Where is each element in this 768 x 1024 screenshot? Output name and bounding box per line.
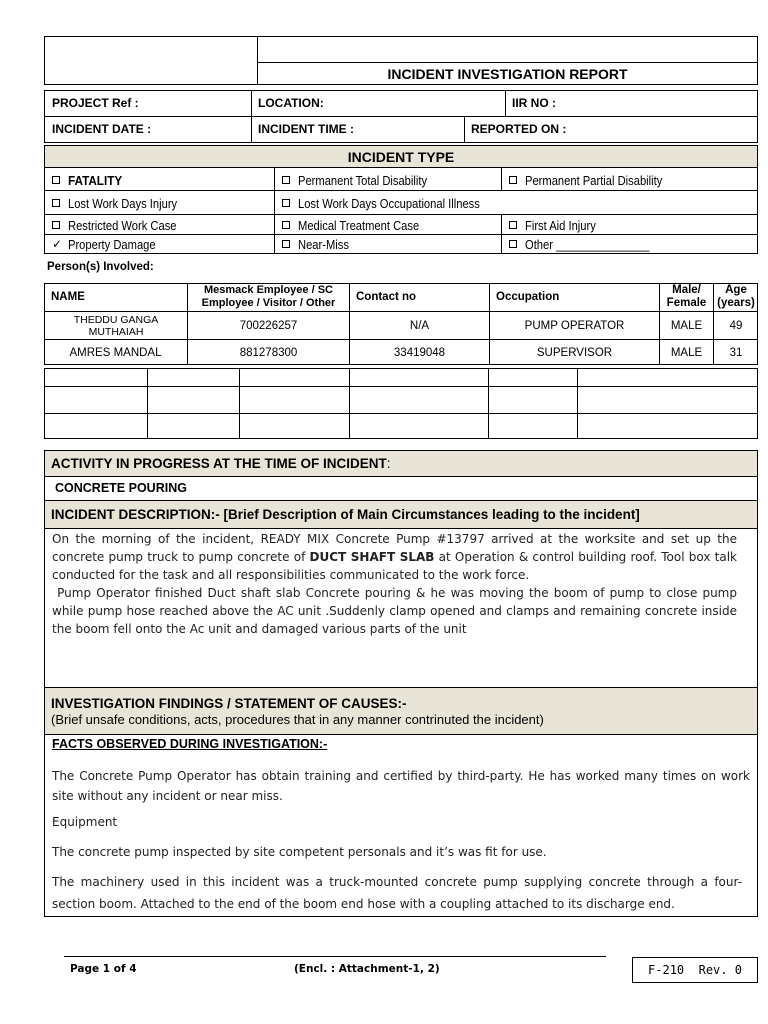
activity-header-text: ACTIVITY IN PROGRESS AT THE TIME OF INCIDENT bbox=[51, 456, 387, 471]
table-cell-gender: MALE bbox=[670, 319, 703, 332]
iir-no-label: IIR NO : bbox=[512, 96, 556, 110]
findings-p2: Equipment bbox=[52, 815, 118, 829]
findings-header-text: INVESTIGATION FINDINGS / STATEMENT OF CAUSES:- bbox=[51, 696, 407, 711]
checkbox-icon[interactable] bbox=[509, 221, 517, 229]
incident-time-label: INCIDENT TIME : bbox=[258, 122, 354, 136]
enclosure-note: (Encl. : Attachment-1, 2) bbox=[294, 963, 440, 975]
report-title: INCIDENT INVESTIGATION REPORT bbox=[387, 66, 628, 82]
page-number: 1 bbox=[102, 963, 111, 975]
table-cell-age: 49 bbox=[729, 319, 743, 332]
incident-date-label: INCIDENT DATE : bbox=[52, 122, 152, 136]
lost-work-days-injury-option[interactable] bbox=[52, 194, 195, 212]
incident-description-header-text: INCIDENT DESCRIPTION:- [Brief Description of Main Circumstances leading to the incident] bbox=[51, 507, 640, 522]
restricted-work-case-label: Restricted Work Case bbox=[68, 217, 177, 233]
table-cell-name: AMRES MANDAL bbox=[69, 346, 162, 359]
table-cell-contact: 33419048 bbox=[393, 346, 446, 359]
description-p1-bold: DUCT SHAFT SLAB bbox=[309, 550, 435, 564]
lost-work-days-illness-label: Lost Work Days Occupational Illness bbox=[298, 195, 480, 211]
findings-p4: The machinery used in this incident was a truck-mounted concrete pump supplying concrete through a four-section boom. Attached to the end of the boom end hose with a coupling attached to its discharge end. bbox=[52, 875, 742, 911]
findings-subheader: (Brief unsafe conditions, acts, procedures that in any manner contrinuted the incident) bbox=[51, 712, 544, 727]
activity-value: CONCRETE POURING bbox=[55, 481, 187, 495]
incident-description-header bbox=[45, 501, 757, 529]
checkmark-icon[interactable]: ✓ bbox=[52, 237, 63, 251]
description-p1-b: at Operation & control building roof. Tool box talk conducted for the task and all responsibilities communicated to the work force. bbox=[52, 550, 738, 582]
footer-rule bbox=[64, 956, 606, 957]
checkbox-icon[interactable] bbox=[509, 176, 517, 184]
table-cell-occupation: PUMP OPERATOR bbox=[524, 319, 625, 332]
persons-involved-label: Person(s) Involved: bbox=[47, 261, 154, 273]
activity-header bbox=[45, 451, 757, 477]
lost-work-days-illness-option[interactable] bbox=[282, 194, 509, 212]
near-miss-option[interactable] bbox=[282, 235, 357, 253]
page-prefix: Page bbox=[70, 963, 103, 975]
description-p1-a: On the morning of the incident, READY MIX Concrete Pump #13797 arrived at the worksite and set up the concrete pump truck to pump concrete of bbox=[52, 532, 737, 564]
findings-header bbox=[45, 687, 757, 735]
checkbox-icon[interactable] bbox=[282, 176, 290, 184]
property-damage-option[interactable] bbox=[52, 235, 170, 253]
table-cell-name: THEDDU GANGA MUTHAIAH bbox=[73, 313, 159, 338]
checkbox-icon[interactable] bbox=[52, 176, 60, 184]
col-header-contact: Contact no bbox=[356, 290, 417, 303]
permanent-total-disability-label: Permanent Total Disability bbox=[298, 172, 428, 188]
incident-description-text bbox=[52, 530, 741, 638]
medical-treatment-case-label: Medical Treatment Case bbox=[298, 217, 420, 233]
fatality-option[interactable] bbox=[52, 171, 128, 189]
form-code: F-210 Rev. 0 bbox=[648, 963, 742, 977]
page-indicator bbox=[70, 963, 137, 975]
near-miss-label: Near-Miss bbox=[298, 236, 349, 252]
lost-work-days-injury-label: Lost Work Days Injury bbox=[68, 195, 178, 211]
checkbox-icon[interactable] bbox=[509, 240, 517, 248]
checkbox-icon[interactable] bbox=[52, 199, 60, 207]
fatality-label: FATALITY bbox=[68, 172, 123, 188]
col-header-name: NAME bbox=[51, 290, 85, 303]
page-total: 4 bbox=[129, 963, 137, 975]
description-paragraph-2: Pump Operator finished Duct shaft slab Concrete pouring & he was moving the boom of pump to close pump while pump hose reached above the AC unit .Suddenly clamp opened and clamps and remaining concrete inside the boom fell onto the Ac unit and damaged various parts of the unit bbox=[52, 586, 741, 636]
table-cell-gender: MALE bbox=[670, 346, 703, 359]
description-paragraph-1 bbox=[52, 530, 737, 584]
col-header-gender: Male/ Female bbox=[666, 284, 707, 309]
permanent-total-disability-option[interactable] bbox=[282, 171, 448, 189]
permanent-partial-disability-label: Permanent Partial Disability bbox=[525, 172, 663, 188]
location-label: LOCATION: bbox=[258, 96, 324, 110]
restricted-work-case-option[interactable] bbox=[52, 216, 194, 234]
col-header-age: Age (years) bbox=[717, 284, 755, 309]
reported-on-label: REPORTED ON : bbox=[471, 122, 567, 136]
checkbox-icon[interactable] bbox=[282, 199, 290, 207]
activity-header-colon: : bbox=[386, 456, 391, 471]
table-cell-employee: 700226257 bbox=[239, 319, 298, 332]
permanent-partial-disability-option[interactable] bbox=[509, 171, 685, 189]
table-cell-occupation: SUPERVISOR bbox=[536, 346, 613, 359]
col-header-occupation: Occupation bbox=[496, 290, 560, 303]
findings-p3: The concrete pump inspected by site competent personals and it’s was fit for use. bbox=[52, 845, 547, 859]
checkbox-icon[interactable] bbox=[282, 240, 290, 248]
medical-treatment-case-option[interactable] bbox=[282, 216, 439, 234]
page-of: of bbox=[110, 963, 130, 975]
table-cell-age: 31 bbox=[729, 346, 743, 359]
facts-header: FACTS OBSERVED DURING INVESTIGATION:- bbox=[52, 737, 328, 751]
checkbox-icon[interactable] bbox=[282, 221, 290, 229]
checkbox-icon[interactable] bbox=[52, 221, 60, 229]
table-cell-employee: 881278300 bbox=[239, 346, 298, 359]
first-aid-injury-label: First Aid Injury bbox=[525, 217, 596, 233]
incident-type-header-text: INCIDENT TYPE bbox=[347, 148, 455, 165]
form-code-box bbox=[632, 957, 758, 983]
property-damage-label: Property Damage bbox=[68, 236, 156, 252]
incident-type-header bbox=[45, 146, 757, 168]
table-cell-contact: N/A bbox=[409, 319, 430, 332]
project-ref-label: PROJECT Ref : bbox=[52, 96, 139, 110]
other-option[interactable] bbox=[509, 235, 670, 253]
col-header-employee-type: Mesmack Employee / SC Employee / Visitor / Other bbox=[201, 284, 336, 309]
findings-p1: The Concrete Pump Operator has obtain training and certified by third-party. He has worked many times on work site without any incident or near miss. bbox=[52, 769, 750, 803]
first-aid-injury-option[interactable] bbox=[509, 216, 607, 234]
empty-grid-table bbox=[44, 368, 758, 439]
other-label: Other _______________ bbox=[525, 236, 650, 252]
